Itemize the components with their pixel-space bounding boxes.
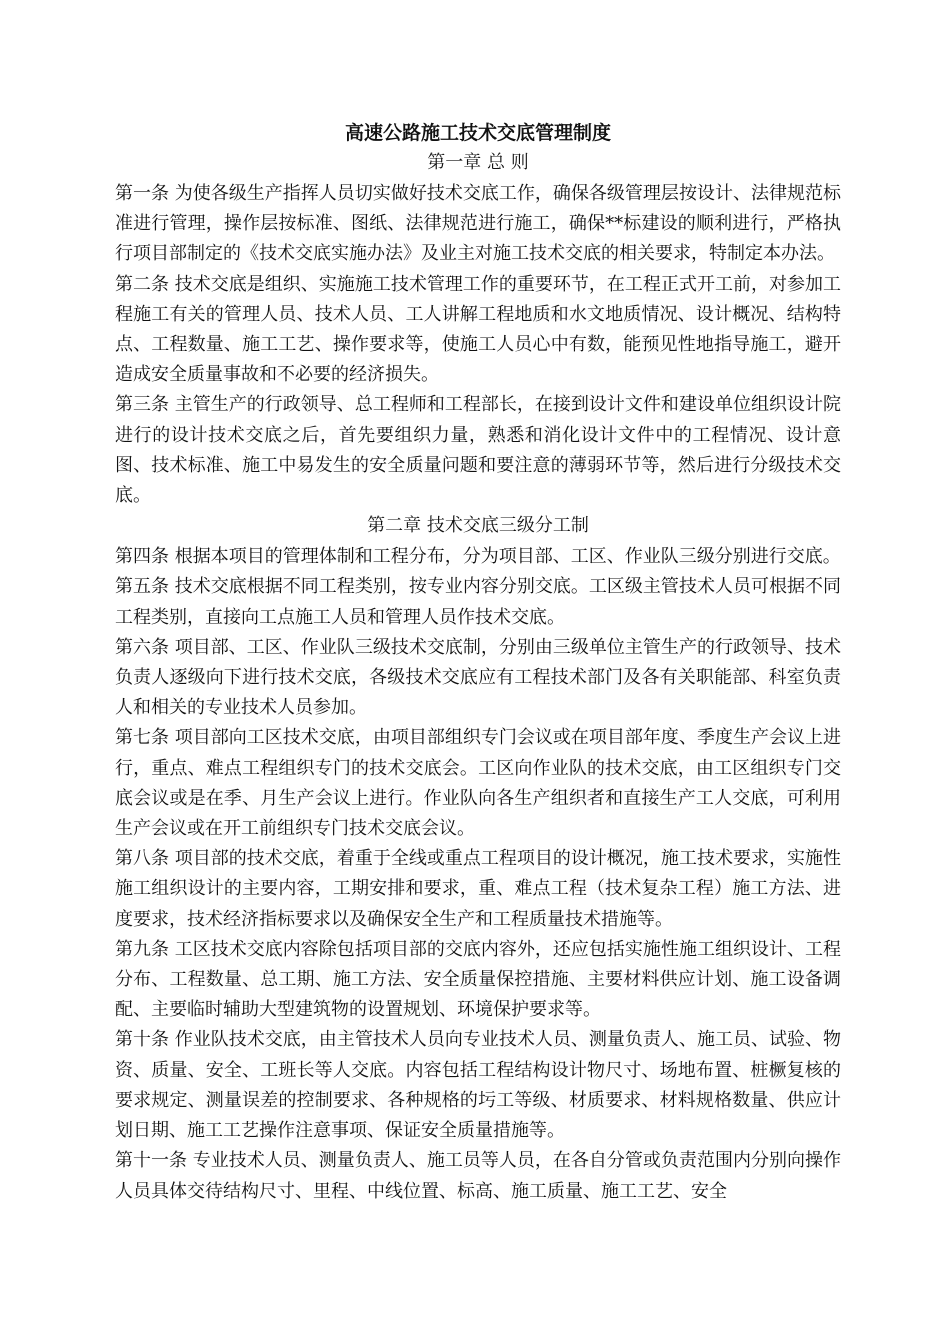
article-9: 第九条 工区技术交底内容除包括项目部的交底内容外，还应包括实施性施工组织设计、工程分布、工程数量、总工期、施工方法、安全质量保控措施、主要材料供应计划、施工设备调配、主要临时辅助大型建筑物的设置规划、环境保护要求等。	[115, 938, 841, 1021]
article-3: 第三条 主管生产的行政领导、总工程师和工程部长，在接到设计文件和建设单位组织设计院进行的设计技术交底之后，首先要组织力量，熟悉和消化设计文件中的工程情况、设计意图、技术标准、施工中易发生的安全质量问题和要注意的薄弱环节等，然后进行分级技术交底。	[115, 394, 841, 507]
article-11: 第十一条 专业技术人员、测量负责人、施工员等人员，在各自分管或负责范围内分别向操作人员具体交待结构尺寸、里程、中线位置、标高、施工质量、施工工艺、安全	[115, 1150, 841, 1202]
document-title: 高速公路施工技术交底管理制度	[344, 122, 611, 144]
chapter-heading-1: 第一章 总 则	[427, 152, 529, 173]
chapter-heading-2: 第二章 技术交底三级分工制	[367, 515, 589, 537]
article-4: 第四条 根据本项目的管理体制和工程分布，分为项目部、工区、作业队三级分别进行交底。	[115, 546, 841, 568]
article-8: 第八条 项目部的技术交底，着重于全线或重点工程项目的设计概况，施工技术要求，实施性施工组织设计的主要内容，工期安排和要求，重、难点工程（技术复杂工程）施工方法、进度要求，技术经济指标要求以及确保安全生产和工程质量技术措施等。	[115, 848, 841, 930]
document-page	[115, 118, 841, 1207]
article-7: 第七条 项目部向工区技术交底，由项目部组织专门会议或在项目部年度、季度生产会议上进行，重点、难点工程组织专门的技术交底会。工区向作业队的技术交底，由工区组织专门交底会议或是在季、月生产会议上进行。作业队向各生产组织者和直接生产工人交底，可利用生产会议或在开工前组织专门技术交底会议。	[115, 727, 841, 840]
article-6: 第六条 项目部、工区、作业队三级技术交底制，分别由三级单位主管生产的行政领导、技术负责人逐级向下进行技术交底，各级技术交底应有工程技术部门及各有关职能部、科室负责人和相关的专业技术人员参加。	[115, 636, 841, 719]
article-1: 第一条 为使各级生产指挥人员切实做好技术交底工作，确保各级管理层按设计、法律规范标准进行管理，操作层按标准、图纸、法律规范进行施工，确保**标建设的顺利进行，严格执行项目部制定的《技术交底实施办法》及业主对施工技术交底的相关要求，特制定本办法。	[115, 183, 841, 265]
article-10: 第十条 作业队技术交底，由主管技术人员向专业技术人员、测量负责人、施工员、试验、物资、质量、安全、工班长等人交底。内容包括工程结构设计物尺寸、场地布置、桩橛复核的要求规定、测量误差的控制要求、各种规格的圬工等级、材质要求、材料规格数量、供应计划日期、施工工艺操作注意事项、保证安全质量措施等。	[115, 1029, 841, 1142]
article-2: 第二条 技术交底是组织、实施施工技术管理工作的重要环节，在工程正式开工前，对参加工程施工有关的管理人员、技术人员、工人讲解工程地质和水文地质情况、设计概况、结构特点、工程数量、施工工艺、操作要求等，使施工人员心中有数，能预见性地指导施工，避开造成安全质量事故和不必要的经济损失。	[115, 273, 841, 386]
article-5: 第五条 技术交底根据不同工程类别，按专业内容分别交底。工区级主管技术人员可根据不同工程类别，直接向工点施工人员和管理人员作技术交底。	[115, 576, 841, 628]
